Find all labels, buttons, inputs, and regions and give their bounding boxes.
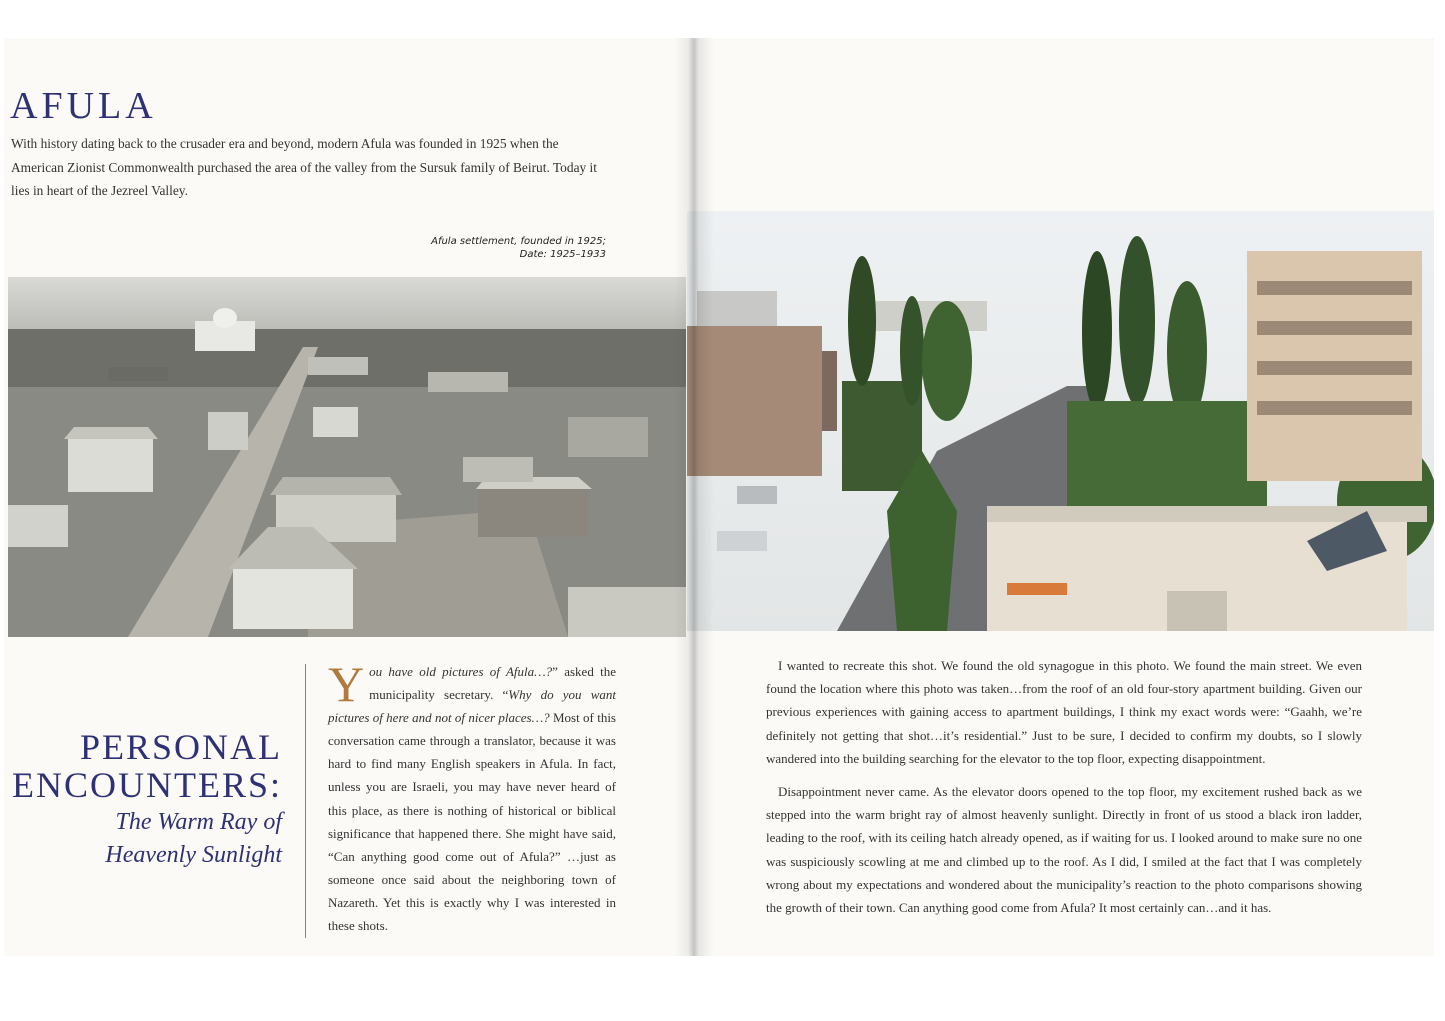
drop-cap: Y bbox=[328, 656, 365, 712]
intro-paragraph: With history dating back to the crusader era and beyond, modern Afula was founded in 1925 when the American Zionist Commonwealth purchased the area of the valley from the Sursuk family of Beirut. Today it lies in heart of the Jezreel Valley. bbox=[11, 136, 597, 198]
section-heading: PERSONAL ENCOUNTERS: The Warm Ray of Heavenly Sunlight bbox=[11, 727, 282, 868]
story-paragraph: Disappointment never came. As the elevator doors opened to the top floor, my excitement rushed back as we stepped into the warm bright ray of almost heavenly sunlight. Directly in front of us stood a black iron ladder, leading to the roof, with its ceiling hatch already opened, as if waiting for us. I looked around to make sure no one was suspiciously scowling at me and climbed up to the roof. As I did, I smiled at the fact that I was completely wrong about my expectations and wondered about the municipality’s reaction to the photo comparisons showing the growth of their town. Can anything good come from Afula? It most certainly can…and it has. bbox=[766, 784, 1362, 916]
accent-rule bbox=[305, 664, 306, 938]
story-paragraph: I wanted to recreate this shot. We found the old synagogue in this photo. We found the main street. We even found the location where this photo was taken…from the roof of an old four-story apartment building. Given our previous experiences with gaining access to apartment buildings, I think my exact words were: “Gaahh, we’re definitely not getting that shot…it’s residential.” Just to be sure, I decided to confirm my doubts, so I slowly wandered into the building searching for the elevator to the top floor, expecting disappointment. bbox=[766, 658, 1362, 766]
old-photo-caption: Afula settlement, founded in 1925; Date: 1925–1933 bbox=[431, 236, 606, 260]
modern-afula-photo bbox=[687, 211, 1434, 631]
story-column-left: You have old pictures of Afula…?” asked the municipality secretary. “Why do you want pictures of here and not of nicer places…? Most of this conversation came through a translator, because it was hard to find many English speakers in Afula. In fact, unless you are Israeli, you may have never heard of this place, as there is nothing of historical or biblical significance that happened there. She might have said, “Can anything good come out of Afula?” …just as someone once said about the neighboring town of Nazareth. Yet this is exactly why I was interested in these shots. bbox=[328, 656, 616, 934]
historical-afula-photo bbox=[8, 277, 686, 637]
page-title: AFULA bbox=[10, 85, 157, 127]
story-column-right bbox=[766, 654, 1362, 929]
magazine-spread bbox=[4, 38, 1434, 956]
